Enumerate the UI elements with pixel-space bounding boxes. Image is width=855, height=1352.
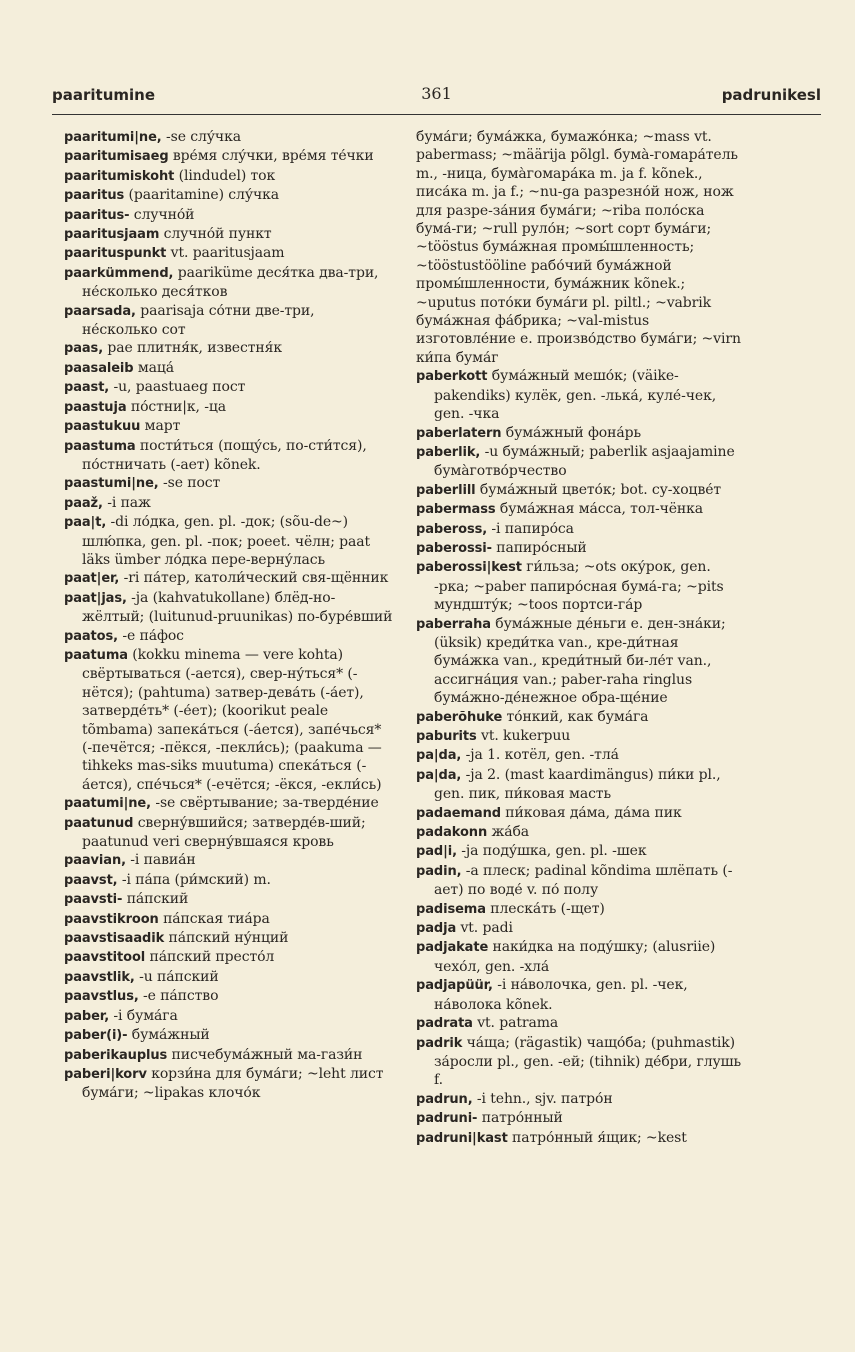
headword: paatos,	[64, 628, 118, 644]
headword: paas,	[64, 341, 104, 357]
dictionary-entry	[416, 558, 746, 614]
headword: padrata	[416, 1016, 473, 1032]
headword: paber,	[64, 1008, 110, 1024]
definition: -u, paastuaeg пост	[109, 379, 246, 396]
definition: то́нкий, как бума́га	[502, 708, 649, 725]
definition: vt. padi	[456, 920, 513, 937]
headword: paavst,	[64, 872, 118, 888]
headword: paaritumi|ne,	[64, 130, 162, 145]
dictionary-entry	[64, 437, 394, 475]
definition: -u бума́жный; paberlik asjaajamine бума̀готво́рчество	[434, 443, 735, 480]
dictionary-entry	[64, 1065, 394, 1103]
definition: paariküme деся́тка два-три, не́сколько деся́тков	[82, 264, 379, 301]
header-left-guideword: paaritumine	[52, 86, 155, 104]
dictionary-entry	[416, 804, 746, 823]
headword: paa|t,	[64, 515, 107, 531]
definition: па́пский престо́л	[145, 949, 275, 966]
headword: paber(i)-	[64, 1028, 128, 1044]
definition: жа́ба	[487, 824, 530, 841]
headword: paastuja	[64, 399, 127, 415]
definition: -i бума́га	[109, 1007, 178, 1024]
dictionary-entry	[416, 520, 746, 539]
definition: ча́ща; (rägastik) чащо́ба; (puhmastik) за́росли pl., gen. -ей; (tihnik) де́бри, глушь f.	[434, 1034, 742, 1089]
page-header	[52, 84, 821, 115]
headword: padjapüür,	[416, 978, 493, 994]
dictionary-entry	[64, 378, 394, 397]
dictionary-entry	[64, 1026, 394, 1045]
headword: paat|er,	[64, 571, 120, 587]
headword: paaritus	[64, 188, 125, 204]
headword: paavstikroon	[64, 911, 159, 927]
dictionary-entry	[64, 948, 394, 967]
definition: наки́дка на поду́шку; (alusriie) чехо́л, gen. -хла́	[434, 939, 716, 975]
headword: paberõhuke	[416, 709, 503, 725]
left-column	[64, 128, 394, 1103]
headword: paatunud	[64, 815, 134, 831]
definition: -a плеск; padinal kõndima шлёпать (-ает) по воде́ v. по́ полу	[434, 862, 733, 899]
definition: случно́й	[129, 206, 195, 223]
headword: paatuma	[64, 647, 128, 663]
headword: paarsada,	[64, 303, 136, 319]
headword: padja	[416, 921, 457, 937]
definition: vt. paaritusjaam	[166, 245, 285, 262]
headword: paavstlik,	[64, 969, 135, 985]
dictionary-entry	[416, 862, 746, 900]
headword: paastuma	[64, 438, 136, 454]
headword: paaž,	[64, 495, 103, 511]
dictionary-entry	[64, 929, 394, 948]
definition: корзи́на для бума́ги; ~leht лист бума́ги; ~lipakas клочо́к	[82, 1065, 384, 1102]
headword: paastukuu	[64, 419, 141, 435]
headword: paaritus-	[64, 207, 130, 223]
headword: padin,	[416, 863, 462, 879]
dictionary-entry	[416, 976, 746, 1014]
dictionary-entry	[416, 1034, 746, 1090]
headword: padisema	[416, 901, 486, 917]
dictionary-entry	[64, 871, 394, 890]
headword: paburits	[416, 729, 477, 744]
dictionary-entry	[416, 746, 746, 765]
definition: -ja поду́шка, gen. pl. -шек	[456, 843, 647, 860]
dictionary-entry	[416, 1090, 746, 1109]
definition: -se слу́чка	[161, 129, 241, 145]
definition: пости́ться (пощу́сь, по-сти́тся), по́стничать (-ает) kõnek.	[82, 437, 367, 473]
headword: paavstlus,	[64, 989, 139, 1005]
definition: сверну́вшийся; затверде́в-ший; paatunud veri сверну́вшаяся кровь	[82, 814, 366, 851]
headword: paavstisaadik	[64, 931, 165, 947]
dictionary-entry	[64, 302, 394, 340]
definition: па́пский	[122, 891, 189, 908]
dictionary-entry	[64, 206, 394, 225]
headword: paberossi-	[416, 540, 492, 556]
headword: paberi|korv	[64, 1066, 147, 1082]
headword: paaritusjaam	[64, 227, 160, 243]
dictionary-entry	[64, 359, 394, 378]
dictionary-entry	[416, 128, 746, 367]
headword: paavstitool	[64, 950, 146, 966]
headword: paast,	[64, 380, 110, 396]
dictionary-entry	[416, 919, 746, 938]
definition: -di ло́дка, gen. pl. -док; (sõu-de~) шлю́пка, gen. pl. -пок; poeet. чёлн; paat läks ümber ло́дка пере-верну́лась	[82, 514, 371, 568]
dictionary-entry	[416, 481, 746, 500]
definition: па́пский ну́нций	[164, 930, 289, 947]
dictionary-entry	[64, 646, 394, 794]
dictionary-entry	[64, 474, 394, 493]
headword: paasaleib	[64, 360, 134, 376]
dictionary-entry	[64, 339, 394, 358]
headword: pa|da,	[416, 748, 462, 764]
definition: vt. kukerpuu	[476, 728, 571, 744]
headword: paberikauplus	[64, 1047, 168, 1063]
headword: paaritumiskoht	[64, 168, 175, 184]
definition: вре́мя слу́чки, вре́мя те́чки	[168, 148, 374, 165]
definition: бума́ги; бума́жка, бумажо́нка; ~mass vt. pabermass; ~määrija põlgl. бума̀-гомара́тель m., -ница, бума̀гомара́ка m. ja f. kõnek., писа́ка m. ja f.; ~nu-ga разрезно́й нож, нож для разре-за́ния бума́ги; ~riba поло́ска бума́-ги; ~rull руло́н; ~sort сорт бума́ги; ~tööstus бума́жная промы́шленность; ~tööstustööline рабо́чий бума́жной промы́шленности, бума́жник kõnek.; ~uputus пото́ки бума́ги pl. piltl.; ~vabrik бума́жная фа́брика; ~val-mistus изготовле́ние e. произво́дство бума́ги; ~virn ки́па бума́г	[416, 129, 741, 366]
definition: бума́жная ма́сса, тол-чёнка	[495, 501, 704, 518]
dictionary-entry	[416, 443, 746, 481]
headword: paberlatern	[416, 425, 502, 441]
definition: paarisaja со́тни две-три, не́сколько сот	[82, 302, 315, 339]
dictionary-entry	[416, 500, 746, 519]
dictionary-entry	[416, 708, 746, 727]
definition: по́стни|к, -ца	[126, 398, 227, 415]
definition: -i папиро́са	[487, 520, 574, 537]
dictionary-entry	[64, 264, 394, 302]
definition: -ja 1. котёл, gen. -тла́	[461, 747, 619, 764]
dictionary-entry	[416, 539, 746, 558]
headword: padrun,	[416, 1091, 473, 1107]
headword: paberlik,	[416, 444, 481, 460]
dictionary-entry	[64, 186, 394, 205]
definition: -e па́пство	[138, 988, 219, 1005]
definition: па́пская тиа́ра	[158, 910, 270, 927]
dictionary-entry	[64, 225, 394, 244]
headword: paberossi|kest	[416, 560, 522, 576]
definition: папиро́сный	[491, 539, 587, 556]
dictionary-entry	[64, 398, 394, 417]
dictionary-entry	[64, 147, 394, 166]
dictionary-entry	[64, 167, 394, 186]
dictionary-entry	[416, 367, 746, 423]
dictionary-entry	[416, 900, 746, 919]
definition: (paaritamine) слу́чка	[124, 187, 280, 204]
definition: маца́	[133, 359, 175, 376]
headword: paastumi|ne,	[64, 476, 159, 492]
definition: vt. patrama	[472, 1015, 559, 1032]
headword: paaritumisaeg	[64, 149, 169, 165]
dictionary-entry	[64, 589, 394, 627]
header-right-guideword: padrunikesl	[721, 86, 821, 104]
dictionary-entry	[64, 627, 394, 646]
headword: padruni-	[416, 1111, 478, 1127]
definition: -i паж	[102, 494, 151, 511]
dictionary-entry	[64, 890, 394, 909]
definition: март	[140, 418, 181, 435]
dictionary-entry	[416, 1014, 746, 1033]
headword: paarkümmend,	[64, 265, 174, 281]
headword: paat|jas,	[64, 590, 127, 606]
dictionary-entry	[416, 938, 746, 976]
headword: padrik	[416, 1035, 463, 1051]
definition: бума́жный	[127, 1027, 210, 1044]
definition: -ri па́тер, католи́ческий свя-щённик	[119, 570, 389, 587]
dictionary-entry	[64, 987, 394, 1006]
definition: пи́ковая да́ма, да́ма пик	[500, 804, 682, 821]
headword: pabermass	[416, 502, 496, 518]
definition: бума́жный цвето́к; bot. су-хоцве́т	[475, 481, 722, 498]
headword: paarituspunkt	[64, 246, 167, 262]
dictionary-entry	[64, 851, 394, 870]
headword: paatumi|ne,	[64, 796, 151, 812]
dictionary-entry	[64, 968, 394, 987]
definition: -se пост	[158, 475, 221, 492]
dictionary-entry	[416, 842, 746, 861]
definition: ги́льза; ~ots оку́рок, gen. -рка; ~paber папиро́сная бума́-га; ~pits мундшту́к; ~toos портси-га́р	[434, 559, 724, 614]
headword: paberkott	[416, 369, 488, 385]
dictionary-entry	[416, 615, 746, 708]
headword: pa|da,	[416, 767, 462, 783]
dictionary-entry	[416, 1129, 746, 1148]
definition: плеска́ть (-щет)	[485, 900, 605, 917]
right-column	[416, 128, 746, 1148]
dictionary-entry	[64, 814, 394, 852]
definition: -i tehn., sjv. патро́н	[472, 1090, 613, 1107]
definition: -u па́пский	[134, 968, 219, 985]
definition: -i павиа́н	[125, 852, 196, 869]
dictionary-entry	[416, 1109, 746, 1128]
dictionary-entry	[64, 1007, 394, 1026]
definition: бума́жный фона́рь	[501, 424, 641, 441]
definition: бума́жный мешо́к; (väike-pakendiks) кулёк, gen. -лька́, куле́-чек, gen. -чка	[434, 368, 717, 423]
dictionary-entry	[64, 417, 394, 436]
headword: padakonn	[416, 825, 488, 841]
definition: -e па́фос	[117, 627, 184, 644]
dictionary-entry	[416, 823, 746, 842]
headword: padaemand	[416, 805, 501, 821]
definition: случно́й пункт	[159, 226, 272, 243]
definition: (lindudel) ток	[174, 167, 276, 184]
headword: padruni|kast	[416, 1130, 508, 1146]
dictionary-entry	[64, 494, 394, 513]
headword: paavsti-	[64, 892, 123, 908]
definition: писчебума́жный ма-гази́н	[167, 1046, 363, 1063]
dictionary-entry	[64, 513, 394, 569]
definition: -i па́па (ри́мский) m.	[117, 871, 271, 888]
headword: paavian,	[64, 853, 126, 869]
dictionary-entry	[64, 910, 394, 929]
dictionary-entry	[64, 794, 394, 813]
definition: -ja 2. (mast kaardimängus) пи́ки pl., gen. пик, пи́ковая масть	[434, 766, 721, 803]
headword: paberraha	[416, 616, 491, 632]
page-number: 361	[421, 84, 452, 103]
headword: paberlill	[416, 482, 476, 498]
definition: (kokku minema — vere kohta) свёртываться (-ается), свер-ну́ться* (-нётся); (pahtuma) затвер-дева́ть (-а́ет), затверде́ть* (-е́ет); (koorikut peale tõmbama) запека́ться (-а́ется), запе́чься* (-печётся; -пёкся, -пекли́сь); (paakuma — tihkeks mas-siks muutuma) спека́ться (-а́ется), спе́чься* (-ечётся; -ёкся, -екли́сь)	[82, 646, 382, 793]
definition: -se свёртывание; за-тверде́ние	[150, 795, 379, 812]
dictionary-entry	[64, 244, 394, 263]
definition: -ja (kahvatukollane) блёд-но-жёлтый; (luitunud-pruunikas) по-буре́вший	[82, 589, 393, 626]
definition: патро́нный	[477, 1110, 563, 1127]
definition: бума́жные де́ньги e. ден-зна́ки; (üksik) креди́тка van., кре-ди́тная бума́жка van., креди́тный би-ле́т van., ассигна́ция van.; paber-raha ringlus бума́жно-де́нежное обра-ще́ние	[434, 615, 726, 707]
dictionary-entry	[416, 424, 746, 443]
dictionary-entry	[64, 128, 394, 147]
dictionary-entry	[64, 1046, 394, 1065]
definition: pae плитня́к, известня́к	[103, 340, 282, 357]
dictionary-entry	[416, 727, 746, 746]
headword: pabeross,	[416, 521, 488, 537]
definition: -i на́волочка, gen. pl. -чек, на́волока kõnek.	[434, 977, 688, 1013]
definition: патро́нный я́щик; ~kest	[507, 1129, 687, 1146]
headword: pad|i,	[416, 844, 457, 860]
dictionary-entry	[416, 766, 746, 804]
dictionary-entry	[64, 569, 394, 588]
headword: padjakate	[416, 940, 489, 956]
